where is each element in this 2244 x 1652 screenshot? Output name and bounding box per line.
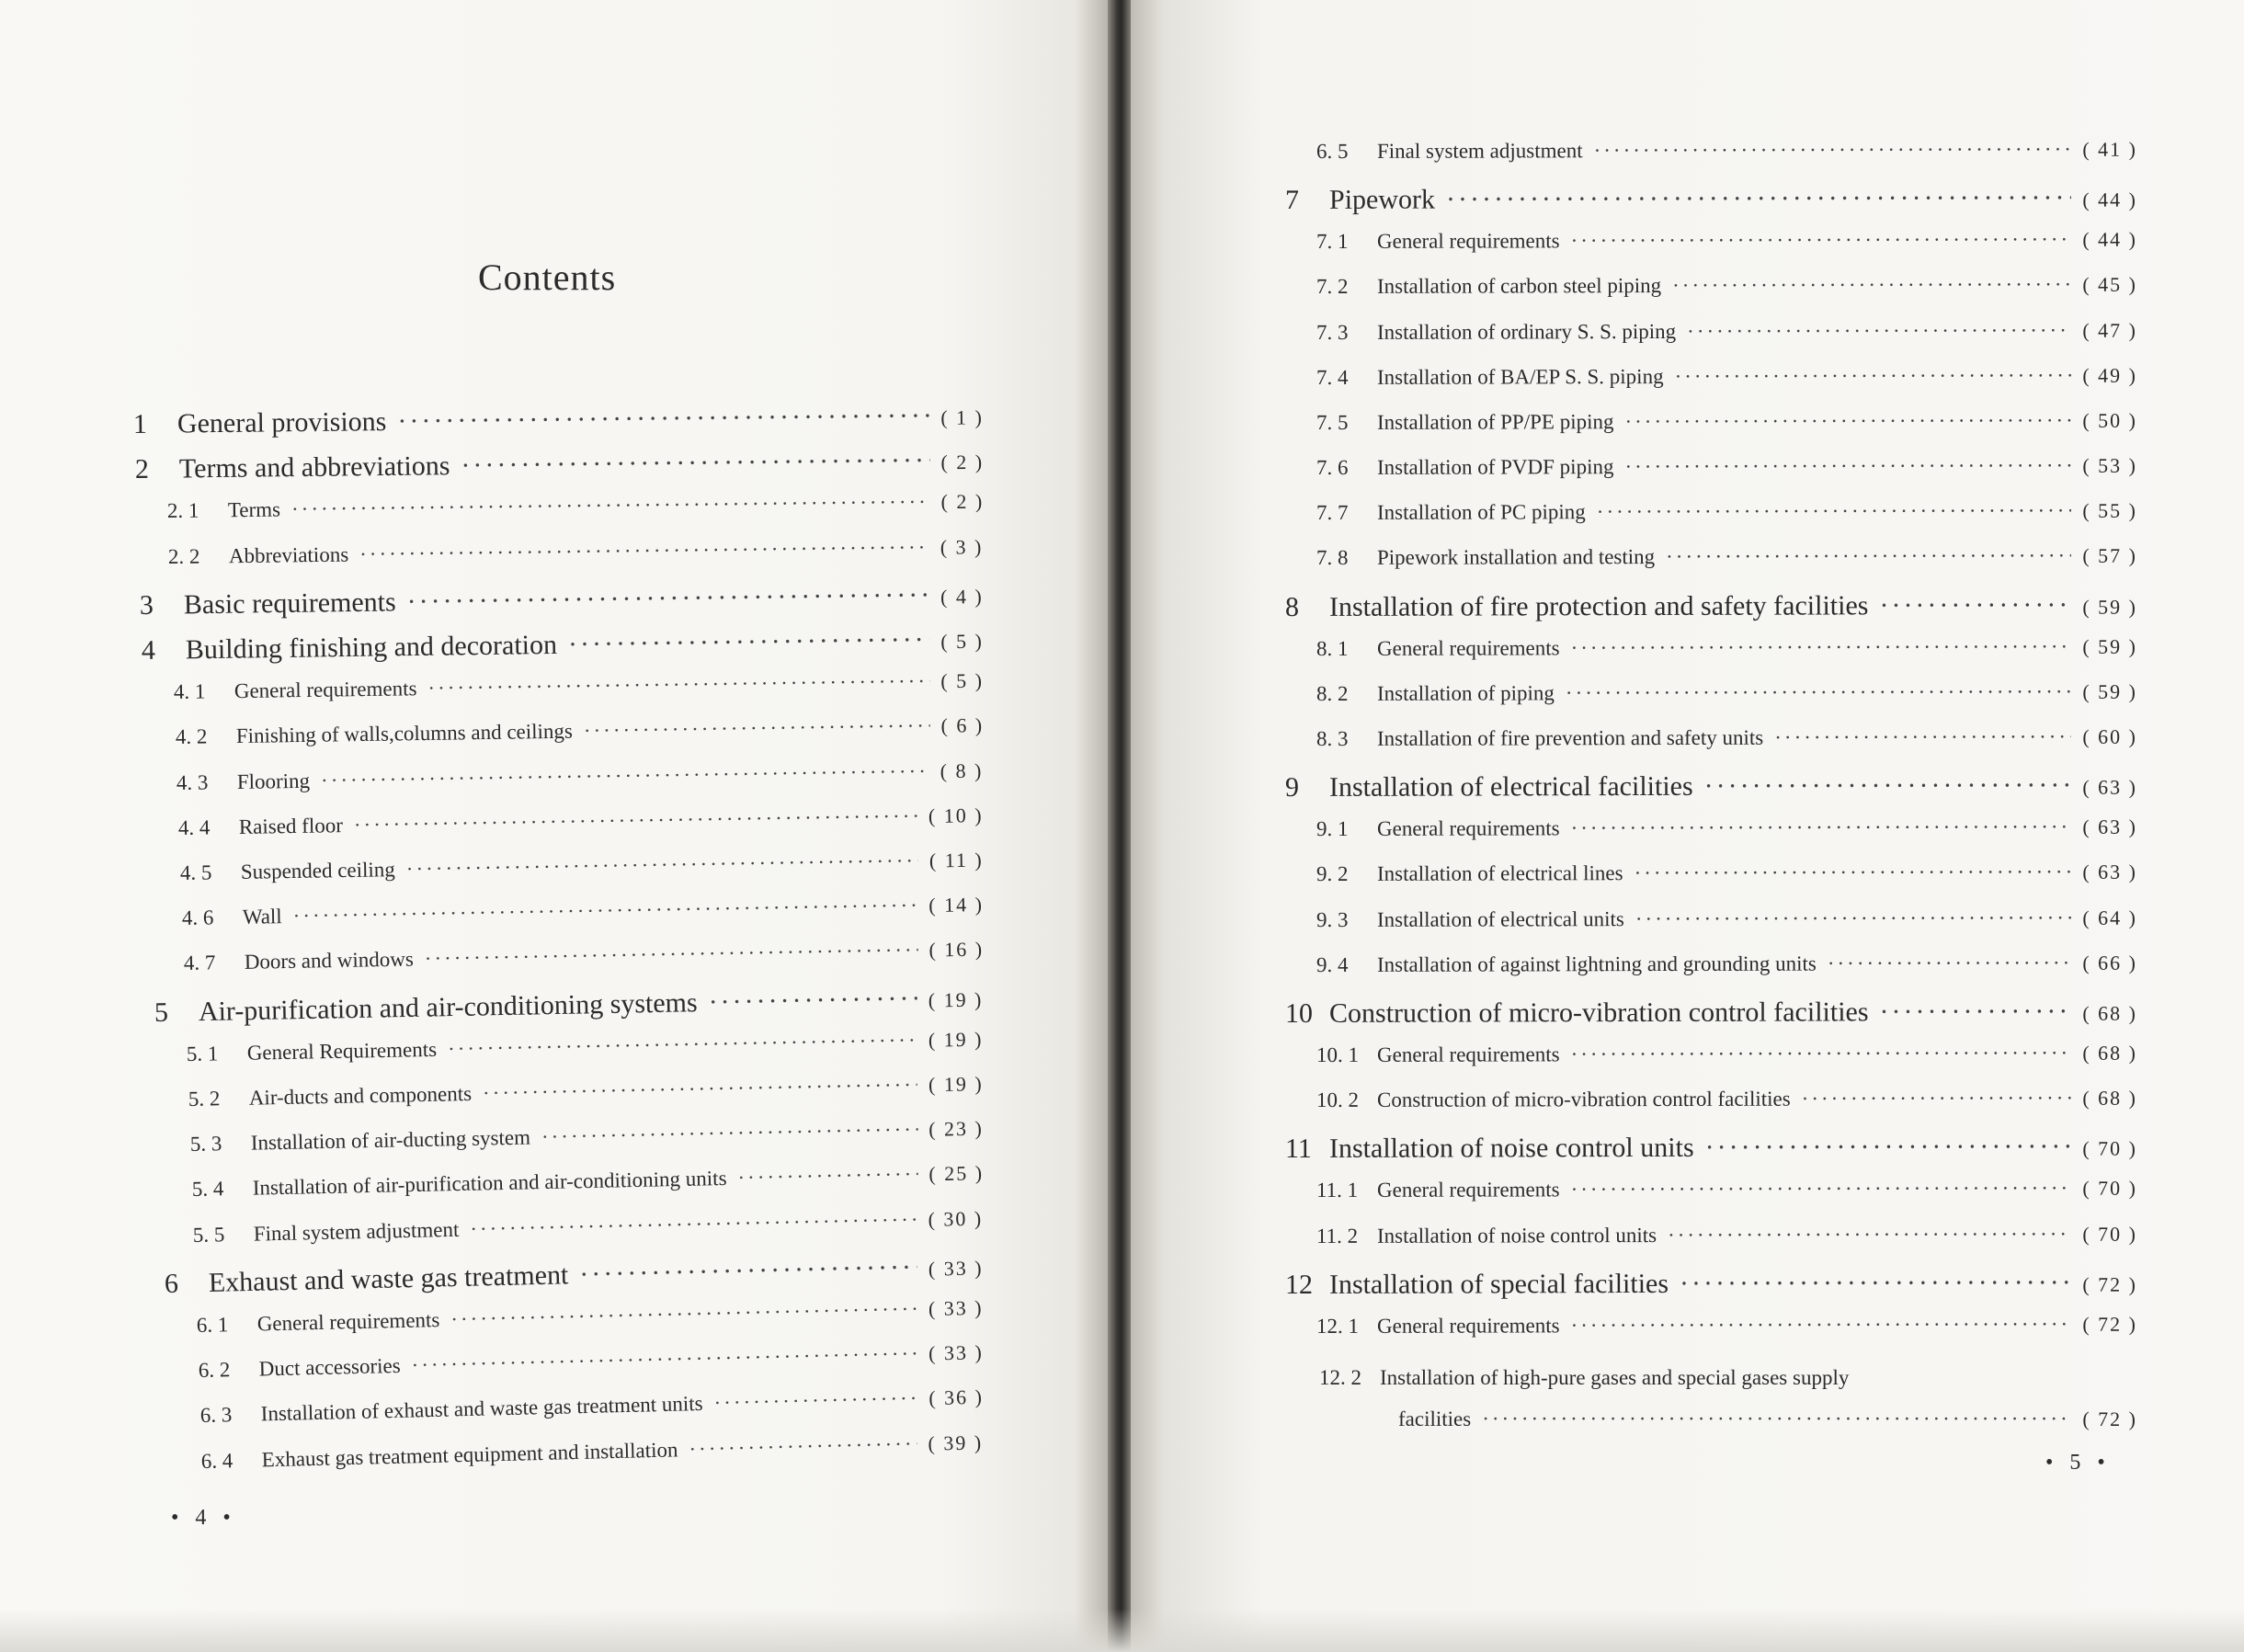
toc-leader-dots <box>483 1073 917 1105</box>
toc-entry-label: Installation of noise control units <box>1376 1223 1657 1248</box>
toc-page-number: ( 11 ) <box>928 848 984 872</box>
toc-leader-dots <box>1624 409 2071 434</box>
toc-leader-dots <box>407 580 930 618</box>
toc-leader-dots <box>450 1297 917 1331</box>
toc-entry-label: Installation of electrical units <box>1376 906 1624 931</box>
toc-leader-dots <box>689 1432 918 1462</box>
toc-entry-label: Installation of against lightning and grounding units <box>1376 951 1817 976</box>
toc-page-number: ( 2 ) <box>940 490 984 514</box>
toc-entry-label: Pipework installation and testing <box>1376 545 1656 570</box>
toc-entry <box>1316 1313 2137 1355</box>
toc-leader-dots <box>1635 906 2072 930</box>
toc-leader-dots <box>1672 273 2071 298</box>
toc-entry <box>173 669 984 721</box>
toc-entry-label: Final system adjustment <box>253 1217 460 1246</box>
toc-entry-label: General requirements <box>234 677 417 703</box>
toc-entry-number: 5. 2 <box>188 1087 221 1111</box>
toc-entry-number: 9. 4 <box>1316 952 1349 976</box>
toc-leader-dots <box>1687 318 2071 343</box>
toc-entry-label: Installation of high-pure gases and special gases supply <box>1380 1366 1850 1389</box>
toc-entry-number: 10. 1 <box>1316 1042 1360 1066</box>
toc-page-number: ( 49 ) <box>2082 363 2138 387</box>
toc-leader-dots <box>470 1208 917 1241</box>
contents-title: Contents <box>478 256 617 298</box>
toc-entry-number: 5. 4 <box>191 1177 224 1202</box>
toc-chapter-entry <box>1285 589 2137 632</box>
toc-page-number: ( 70 ) <box>2082 1136 2138 1161</box>
toc-chapter-entry <box>1285 183 2137 225</box>
toc-chapter-entry <box>133 400 984 450</box>
toc-entry-number: 9. 2 <box>1316 862 1349 886</box>
toc-entry-label: Basic requirements <box>183 587 397 621</box>
toc-entry-label: Installation of exhaust and waste gas treatment units <box>260 1392 703 1426</box>
toc-entry-number: 6. 3 <box>199 1403 233 1428</box>
toc-page-number: ( 3 ) <box>940 534 984 559</box>
toc-entry <box>1316 906 2137 948</box>
toc-leader-dots <box>1705 1132 2072 1164</box>
toc-entry-label: General requirements <box>1376 1042 1560 1066</box>
toc-entry-number: 4. 2 <box>175 724 208 749</box>
toc-entry-number: 9. 3 <box>1316 907 1349 931</box>
toc-page-number: ( 70 ) <box>2082 1222 2138 1246</box>
toc-entry <box>1316 363 2137 405</box>
toc-page-number: ( 1 ) <box>940 405 985 429</box>
toc-page-number: ( 53 ) <box>2082 453 2138 477</box>
toc-entry-label: Installation of electrical facilities <box>1328 770 1693 803</box>
toc-entry-number: 2. 2 <box>168 544 200 568</box>
toc-entry-number: 12. 1 <box>1316 1314 1360 1338</box>
toc-page-number: ( 55 ) <box>2082 498 2138 523</box>
toc-leader-dots <box>1624 454 2071 479</box>
left-page-number: • 4 • <box>171 1506 236 1530</box>
toc-page-number: ( 72 ) <box>2082 1272 2138 1296</box>
toc-leader-dots <box>1566 680 2071 705</box>
toc-entry-number: 9. 1 <box>1316 817 1349 841</box>
toc-entry-number: 7. 5 <box>1316 410 1349 434</box>
toc-entry-number: 4. 7 <box>183 951 216 975</box>
toc-entry-label: Exhaust and waste gas treatment <box>208 1259 569 1298</box>
toc-leader-dots <box>1879 589 2071 621</box>
toc-page-number: ( 30 ) <box>928 1206 984 1231</box>
toc-page-number: ( 72 ) <box>2082 1407 2137 1430</box>
toc-entry-label: Installation of PP/PE piping <box>1376 410 1614 434</box>
toc-entry-label: General requirements <box>1376 1178 1560 1202</box>
toc-entry-number: 7. 4 <box>1316 365 1349 389</box>
toc-entry-number: 1 <box>132 408 148 439</box>
toc-entry-label: Installation of ordinary S. S. piping <box>1376 319 1677 344</box>
toc-entry-label: Terms and abbreviations <box>178 450 450 484</box>
toc-entry <box>1316 1177 2137 1219</box>
toc-leader-dots <box>1571 228 2072 253</box>
toc-page-number: ( 64 ) <box>2082 906 2138 929</box>
toc-entry-number: 5. 3 <box>189 1132 222 1156</box>
toc-entry-label: Installation of air-ducting system <box>250 1125 531 1155</box>
toc-entry <box>1316 454 2137 496</box>
toc-leader-dots <box>737 1163 917 1191</box>
toc-entry-label: Installation of PC piping <box>1376 500 1586 525</box>
toc-entry-label: Air-purification and air-conditioning systems <box>198 986 699 1027</box>
toc-leader-dots <box>461 446 929 483</box>
toc-entry-number: 4. 1 <box>173 679 206 704</box>
toc-leader-dots <box>354 804 917 837</box>
toc-leader-dots <box>1802 1087 2072 1111</box>
toc-entry-label: Installation of fire protection and safety facilities <box>1328 589 1869 622</box>
toc-leader-dots <box>292 894 917 929</box>
toc-entry-number: 10. 2 <box>1316 1088 1360 1112</box>
toc-entry <box>1316 951 2137 993</box>
toc-page-number: ( 44 ) <box>2082 227 2138 252</box>
toc-entry-number: 2 <box>134 454 149 485</box>
toc-entry-label: Flooring <box>237 769 311 793</box>
toc-entry-number: 10 <box>1284 997 1314 1029</box>
toc-leader-dots <box>568 624 930 660</box>
toc-entry-label: Suspended ceiling <box>240 858 396 883</box>
toc-page-number: ( 33 ) <box>928 1295 984 1320</box>
toc-entry-label: Duct accessories <box>258 1354 401 1381</box>
toc-leader-dots <box>713 1387 917 1416</box>
toc-entry-label: Installation of BA/EP S. S. piping <box>1376 364 1664 389</box>
toc-page-number: ( 70 ) <box>2082 1177 2138 1201</box>
toc-entry-number: 7. 3 <box>1316 320 1349 344</box>
toc-chapter-entry <box>1285 1267 2137 1309</box>
toc-entry-number: 8 <box>1284 591 1300 622</box>
toc-entry-number: 6. 5 <box>1316 139 1349 163</box>
toc-entry-number: 7. 7 <box>1316 501 1349 525</box>
toc-entry-number: 8. 1 <box>1316 636 1349 660</box>
toc-entry-number: 7. 8 <box>1316 546 1349 570</box>
toc-page-number: ( 45 ) <box>2082 273 2138 297</box>
toc-leader-dots <box>1774 725 2071 750</box>
toc-entry-number: 6 <box>164 1268 179 1299</box>
toc-entry <box>1316 1087 2137 1129</box>
toc-entry-label: Construction of micro-vibration control facilities <box>1376 1087 1791 1111</box>
toc-entry-label: Wall <box>242 905 282 929</box>
toc-entry-number: 11. 1 <box>1316 1179 1359 1202</box>
toc-page-number: ( 68 ) <box>2082 1041 2138 1065</box>
toc-entry <box>1316 634 2137 677</box>
toc-page-number: ( 39 ) <box>928 1430 984 1455</box>
toc-leader-dots <box>1571 1313 2072 1338</box>
toc-page-number: ( 14 ) <box>928 893 984 917</box>
toc-chapter-entry <box>1285 996 2137 1038</box>
toc-page-number: ( 50 ) <box>2082 408 2138 432</box>
toc-entry-number: 8. 3 <box>1316 726 1349 750</box>
toc-page-number: ( 2 ) <box>940 450 985 474</box>
toc-leader-dots <box>424 939 917 972</box>
toc-entry-label: General Requirements <box>246 1037 438 1065</box>
toc-entry-label: General provisions <box>177 406 387 439</box>
toc-entry <box>1316 679 2137 722</box>
toc-entry-number: 4 <box>141 634 156 666</box>
toc-page-number: ( 19 ) <box>928 987 984 1012</box>
toc-leader-dots <box>1482 1407 2071 1431</box>
toc-entry-number: 4. 4 <box>177 815 211 839</box>
toc-entry-label: Installation of air-purification and air-conditioning units <box>252 1167 727 1201</box>
toc-page-number: ( 10 ) <box>928 803 984 827</box>
toc-page-number: ( 47 ) <box>2082 318 2138 342</box>
toc-page-number: ( 19 ) <box>928 1072 984 1097</box>
toc-entry-number: 7. 1 <box>1316 230 1349 254</box>
toc-entry-label: Finishing of walls,columns and ceilings <box>235 720 573 748</box>
toc-page-number: ( 59 ) <box>2082 595 2138 619</box>
toc-entry-label: Installation of noise control units <box>1328 1133 1694 1165</box>
toc-page-number: ( 8 ) <box>940 758 984 782</box>
toc-leader-dots <box>1704 770 2072 803</box>
toc-entry <box>177 758 984 811</box>
toc-leader-dots <box>1675 364 2072 389</box>
page-bottom-shadow <box>0 1609 2244 1652</box>
toc-entry-number: 11 <box>1284 1134 1312 1165</box>
toc-entry-label: Installation of fire prevention and safety units <box>1376 725 1764 750</box>
toc-page-number: ( 23 ) <box>928 1116 984 1141</box>
left-page-content <box>0 0 1108 1652</box>
toc-page-number: ( 72 ) <box>2082 1312 2138 1336</box>
toc-page-number: ( 33 ) <box>928 1256 984 1281</box>
toc-entry <box>166 490 984 540</box>
toc-page-number: ( 63 ) <box>2082 775 2138 799</box>
toc-entry <box>1316 409 2137 451</box>
toc-entry-label: Terms <box>227 497 280 522</box>
toc-entry-label: Installation of carbon steel piping <box>1376 274 1662 299</box>
toc-entry-label: Air-ducts and components <box>248 1081 473 1110</box>
toc-page-number: ( 68 ) <box>2082 1001 2138 1025</box>
toc-leader-dots <box>1666 544 2071 569</box>
toc-page-number: ( 41 ) <box>2082 137 2138 161</box>
toc-entry-number: 12. 2 <box>1319 1366 1361 1389</box>
toc-leader-dots <box>1594 138 2072 163</box>
toc-leader-dots <box>1446 183 2071 216</box>
toc-leader-dots <box>359 535 929 566</box>
toc-leader-dots <box>1571 815 2072 840</box>
toc-entry-label: General requirements <box>256 1308 440 1336</box>
toc-entry-label: General requirements <box>1376 816 1560 841</box>
toc-entry <box>1316 499 2137 541</box>
toc-entry <box>175 713 984 766</box>
toc-entry-number: 9 <box>1284 772 1300 803</box>
toc-chapter-entry <box>1285 770 2137 813</box>
toc-page-number: ( 59 ) <box>2082 634 2138 658</box>
toc-entry <box>180 849 985 902</box>
toc-page-number: ( 57 ) <box>2082 544 2138 568</box>
toc-entry-number: 5. 1 <box>186 1042 219 1065</box>
toc-entry-number: 7 <box>1284 185 1300 216</box>
toc-page-number: ( 5 ) <box>940 668 984 693</box>
toc-chapter-entry <box>140 579 984 631</box>
toc-leader-dots <box>1597 499 2072 524</box>
toc-entry-number: 7. 6 <box>1316 455 1349 480</box>
book-gutter <box>1108 0 1131 1652</box>
toc-entry-label: Installation of PVDF piping <box>1376 455 1614 479</box>
toc-page-number: ( 6 ) <box>940 713 984 738</box>
toc-page-number: ( 68 ) <box>2082 1086 2138 1110</box>
toc-page-number: ( 44 ) <box>2082 188 2138 211</box>
toc-leader-dots <box>1828 951 2072 976</box>
toc-entry <box>1316 138 2137 180</box>
toc-entry <box>1316 318 2137 360</box>
toc-entry-label: General requirements <box>1376 1314 1560 1338</box>
toc-entry-label: Installation of electrical lines <box>1376 861 1623 886</box>
toc-entry-number: 5 <box>154 997 169 1028</box>
toc-chapter-entry <box>1285 1132 2137 1174</box>
toc-entry-number: 4. 6 <box>181 906 214 930</box>
toc-leader-dots <box>1571 1042 2072 1066</box>
toc-page-number: ( 63 ) <box>2082 815 2138 839</box>
toc-entry-label: General requirements <box>1376 635 1560 660</box>
toc-page-number: ( 5 ) <box>940 629 985 654</box>
toc-entry-continuation <box>1398 1407 2137 1448</box>
toc-page-number: ( 25 ) <box>928 1161 984 1186</box>
toc-leader-dots <box>1680 1268 2071 1300</box>
toc-leader-dots <box>290 491 929 522</box>
toc-chapter-entry <box>142 624 985 676</box>
toc-entry <box>1316 228 2137 270</box>
toc-page-number: ( 60 ) <box>2082 724 2138 748</box>
toc-entry-label: Installation of piping <box>1376 681 1555 705</box>
toc-page-number: ( 19 ) <box>928 1027 984 1052</box>
toc-entry <box>168 535 984 586</box>
toc-page-number: ( 33 ) <box>928 1340 984 1365</box>
toc-leader-dots <box>583 714 929 744</box>
toc-chapter-entry <box>135 445 985 495</box>
toc-entry <box>1316 860 2137 903</box>
right-page-number: • 5 • <box>2045 1451 2111 1475</box>
toc-leader-dots <box>579 1252 917 1291</box>
toc-entry-number: 3 <box>139 589 154 621</box>
toc-entry <box>178 803 984 857</box>
toc-entry <box>1319 1366 2147 1407</box>
toc-leader-dots <box>1571 634 2072 659</box>
toc-leader-dots <box>1571 1177 2072 1202</box>
toc-entry-number: 6. 2 <box>198 1358 231 1383</box>
toc-entry-number: 4. 3 <box>177 770 209 794</box>
toc-entry-label: Exhaust gas treatment equipment and installation <box>261 1437 679 1471</box>
toc-entry <box>1316 1222 2137 1264</box>
toc-leader-dots <box>321 759 929 792</box>
toc-entry-number: 7. 2 <box>1316 275 1349 299</box>
toc-leader-dots <box>541 1118 918 1149</box>
toc-entry-label: facilities <box>1398 1407 1472 1430</box>
toc-entry <box>1316 1042 2137 1084</box>
toc-entry-number: 11. 2 <box>1316 1224 1359 1248</box>
toc-leader-dots <box>406 849 919 882</box>
toc-leader-dots <box>1668 1222 2071 1247</box>
toc-entry-number: 12 <box>1284 1269 1314 1300</box>
toc-page-number: ( 63 ) <box>2082 860 2138 884</box>
toc-leader-dots <box>448 1029 917 1062</box>
toc-entry-number: 2. 1 <box>166 498 199 523</box>
toc-leader-dots <box>427 670 929 701</box>
toc-page-number: ( 66 ) <box>2082 951 2138 974</box>
toc-entry-label: Installation of special facilities <box>1328 1268 1669 1300</box>
toc-entry-label: General requirements <box>1376 229 1560 254</box>
toc-entry-label: Doors and windows <box>244 947 414 974</box>
toc-leader-dots <box>1635 860 2072 885</box>
toc-entry-number: 6. 1 <box>196 1313 229 1337</box>
toc-entry-number: 4. 5 <box>179 860 212 884</box>
toc-entry-number: 5. 5 <box>192 1222 225 1247</box>
toc-entry-label: Construction of micro-vibration control facilities <box>1328 997 1869 1029</box>
toc-entry-label: Building finishing and decoration <box>185 629 558 666</box>
toc-entry-number: 6. 4 <box>200 1448 234 1473</box>
toc-entry <box>1316 725 2137 768</box>
toc-entry <box>1316 544 2137 587</box>
toc-entry-number: 8. 2 <box>1316 681 1349 705</box>
toc-page-number: ( 59 ) <box>2082 679 2138 703</box>
toc-entry-label: Raised floor <box>238 813 344 838</box>
toc-entry <box>1316 273 2137 315</box>
toc-leader-dots <box>1879 997 2071 1029</box>
toc-page-number: ( 4 ) <box>940 584 985 609</box>
toc-entry <box>1316 815 2137 858</box>
toc-page-number: ( 16 ) <box>928 937 984 962</box>
toc-leader-dots <box>709 983 918 1018</box>
toc-entry-label: Final system adjustment <box>1376 139 1583 163</box>
toc-entry-label: Abbreviations <box>229 542 349 567</box>
toc-leader-dots <box>397 401 929 438</box>
toc-entry-label: Pipework <box>1328 184 1436 216</box>
toc-page-number: ( 36 ) <box>928 1385 984 1410</box>
